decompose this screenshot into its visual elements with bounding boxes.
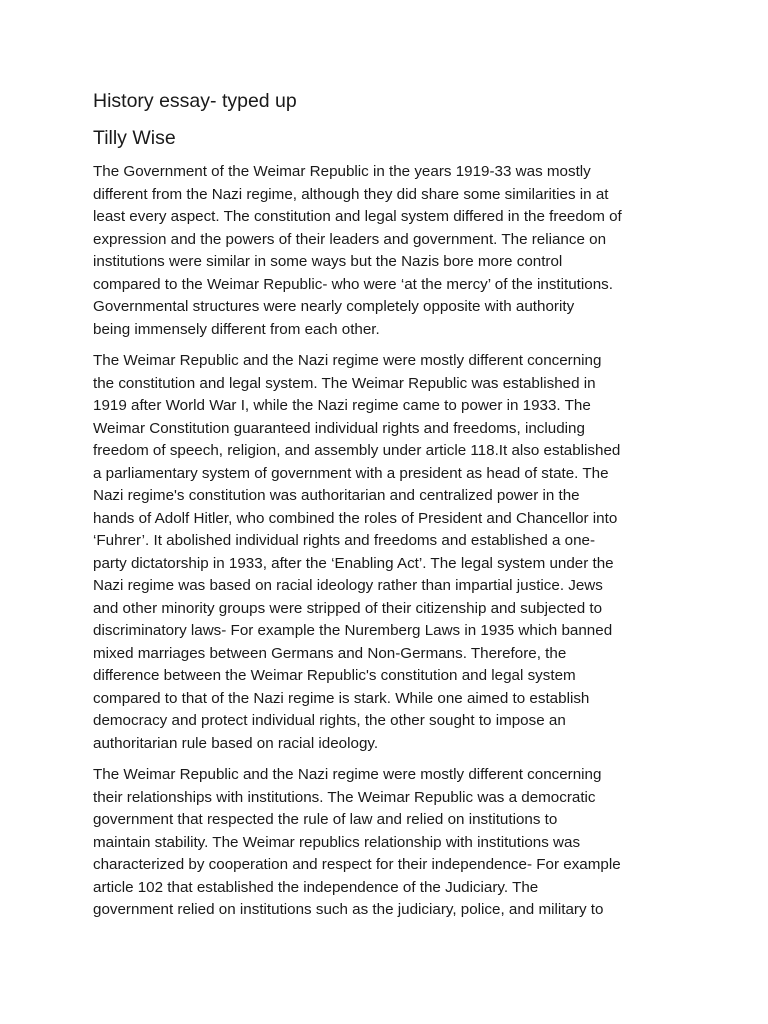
text-line: Governmental structures were nearly completely opposite with authority	[93, 298, 575, 315]
text-line: discriminatory laws- For example the Nuremberg Laws in 1935 which banned	[93, 622, 613, 639]
text-line: different from the Nazi regime, although they did share some similarities in at	[93, 185, 609, 203]
essay-paragraph	[93, 350, 683, 755]
essay-body	[93, 161, 683, 922]
text-line: the constitution and legal system. The Weimar Republic was established in	[93, 374, 596, 392]
text-line: government that respected the rule of law and relied on institutions to	[93, 811, 558, 828]
text-line: The Weimar Republic and the Nazi regime were mostly different concerning	[93, 766, 602, 783]
text-line: The Government of the Weimar Republic in the years 1919-33 was mostly	[93, 163, 591, 180]
text-line: characterized by cooperation and respect for their independence- For example	[93, 856, 621, 873]
text-line: compared to the Weimar Republic- who were ‘at the mercy’ of the institutions.	[93, 275, 613, 293]
text-line: a parliamentary system of government with a president as head of state. The	[93, 464, 609, 482]
text-line: expression and the powers of their leaders and government. The reliance on	[93, 230, 607, 248]
document-title: History essay- typed up	[93, 90, 297, 112]
text-line: article 102 that established the independence of the Judiciary. The	[93, 878, 539, 896]
text-line: being immensely different from each other.	[93, 320, 380, 338]
text-line: freedom of speech, religion, and assembly under article 118.It also established	[93, 442, 621, 459]
text-line: The Weimar Republic and the Nazi regime were mostly different concerning	[93, 352, 602, 369]
text-line: 1919 after World War I, while the Nazi regime came to power in 1933. The	[93, 397, 591, 414]
text-line: mixed marriages between Germans and Non-Germans. Therefore, the	[93, 644, 567, 662]
text-line: authoritarian rule based on racial ideology.	[93, 734, 379, 752]
text-line: least every aspect. The constitution and legal system differed in the freedom of	[93, 208, 622, 225]
text-line: maintain stability. The Weimar republics relationship with institutions was	[93, 833, 581, 851]
document-page	[93, 88, 683, 931]
text-line: institutions were similar in some ways but the Nazis bore more control	[93, 253, 563, 270]
text-line: hands of Adolf Hitler, who combined the roles of President and Chancellor into	[93, 509, 618, 527]
text-line: government relied on institutions such as the judiciary, police, and military to	[93, 901, 604, 918]
text-line: difference between the Weimar Republic's constitution and legal system	[93, 667, 576, 684]
text-line: compared to that of the Nazi regime is stark. While one aimed to establish	[93, 689, 590, 707]
text-line: democracy and protect individual rights, the other sought to impose an	[93, 712, 566, 729]
text-line: and other minority groups were stripped of their citizenship and subjected to	[93, 599, 603, 617]
essay-paragraph	[93, 161, 683, 341]
text-line: Nazi regime was based on racial ideology rather than impartial justice. Jews	[93, 577, 603, 594]
text-line: their relationships with institutions. The Weimar Republic was a democratic	[93, 788, 596, 806]
text-line: ‘Fuhrer’. It abolished individual rights and freedoms and established a one-	[93, 532, 596, 549]
text-line: party dictatorship in 1933, after the ‘Enabling Act’. The legal system under the	[93, 554, 614, 572]
text-line: Nazi regime's constitution was authoritarian and centralized power in the	[93, 487, 580, 504]
text-line: Weimar Constitution guaranteed individual rights and freedoms, including	[93, 419, 585, 437]
essay-paragraph	[93, 764, 683, 922]
document-author: Tilly Wise	[93, 127, 176, 149]
